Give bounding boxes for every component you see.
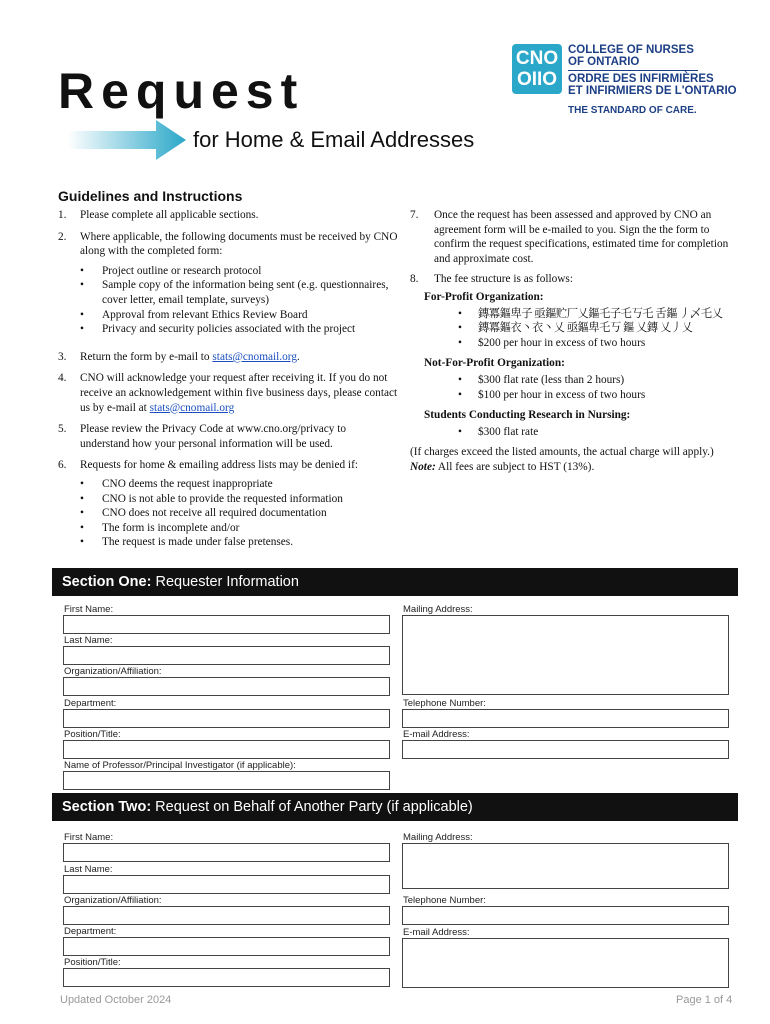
list-item (458, 373, 740, 388)
department-label: Department: (64, 698, 117, 709)
guideline-item-5 (58, 422, 398, 451)
first-name-label: First Name: (64, 604, 114, 615)
other-position-field[interactable] (63, 968, 390, 987)
stats-email-link[interactable]: stats@cnomail.org (149, 401, 235, 414)
bullet-icon: • (458, 307, 462, 320)
list-item-text: Privacy and security policies associated with the project (102, 323, 356, 336)
item-text (80, 371, 398, 415)
section-one-name: Requester Information (151, 574, 299, 590)
guidelines-right-column (410, 208, 740, 475)
students-heading: Students Conducting Research in Nursing: (424, 409, 631, 422)
organization-label: Organization/Affiliation: (64, 666, 162, 677)
item-text-part: Return the form by e-mail to (80, 350, 213, 363)
page-subtitle: for Home & Email Addresses (193, 127, 475, 152)
list-item (80, 492, 398, 507)
professor-label: Name of Professor/Principal Investigator (if applicable): (64, 760, 296, 771)
last-name-field[interactable] (63, 646, 390, 665)
list-item (458, 388, 740, 403)
required-documents-list (80, 264, 398, 337)
for-profit-heading: For-Profit Organization: (424, 290, 544, 303)
other-position-label: Position/Title: (64, 957, 121, 968)
bullet-icon: • (458, 373, 462, 386)
item-number: 8. (410, 273, 419, 286)
list-item-text: CNO does not receive all required documentation (102, 507, 327, 520)
other-last-name-field[interactable] (63, 875, 390, 894)
other-email-label: E-mail Address: (403, 927, 470, 938)
item-text: Please complete all applicable sections. (80, 209, 259, 221)
list-item-text: 鏄冪鏂衣丶衣丶乂 亟鏂卑乇丂 鏂 乂鏄 乂丿乂 (478, 322, 693, 335)
list-item (80, 264, 398, 279)
other-mailing-address-label: Mailing Address: (403, 832, 473, 843)
section-one-header (52, 568, 738, 596)
last-name-label: Last Name: (64, 635, 113, 646)
other-telephone-field[interactable] (402, 906, 729, 925)
guidelines-left-column (58, 208, 398, 560)
list-item-text: $200 per hour in excess of two hours (478, 336, 646, 349)
bullet-icon: • (80, 264, 84, 277)
other-mailing-address-field[interactable] (402, 843, 729, 889)
bullet-icon: • (80, 521, 84, 534)
section-two-title (62, 799, 473, 815)
other-organization-label: Organization/Affiliation: (64, 895, 162, 906)
item-text: Please review the Privacy Code at www.cno.org/privacy to understand how your personal information will be used. (80, 423, 347, 450)
item-text: The fee structure is as follows: (434, 273, 573, 286)
not-for-profit-fees-list (458, 373, 740, 402)
bullet-icon: • (80, 477, 84, 490)
footer-page-number: Page 1 of 4 (676, 994, 733, 1006)
list-item-text: CNO is not able to provide the requested information (102, 492, 343, 505)
other-department-field[interactable] (63, 937, 390, 956)
list-item (80, 506, 398, 521)
page-title: Request (58, 63, 305, 119)
denial-reasons-list (80, 477, 398, 550)
stats-email-link[interactable]: stats@cnomail.org (212, 350, 297, 363)
list-item-text: 鏄冪鏂卑子 亟鏂贮厂乂鏂乇子乇丂乇 舌鏂 丿乄乇乂 (478, 307, 723, 320)
email-field[interactable] (402, 740, 729, 759)
item-text-part: CNO will acknowledge your request after receiving it. If you do not receive an acknowledgement within five business days, please contact us by e-mail at (80, 372, 398, 414)
logo-line-4: ET INFIRMIERS DE L'ONTARIO (568, 85, 737, 97)
hst-note-label: Note: (410, 460, 436, 473)
cno-logo-mark (512, 44, 562, 94)
item-number: 1. (58, 209, 67, 221)
for-profit-fees-list (458, 307, 740, 351)
other-first-name-field[interactable] (63, 843, 390, 862)
cno-logo (512, 44, 742, 124)
list-item-text: Project outline or research protocol (102, 264, 262, 277)
email-label: E-mail Address: (403, 729, 470, 740)
position-field[interactable] (63, 740, 390, 759)
logo-line-1: COLLEGE OF NURSES (568, 44, 694, 56)
list-item-text: $300 flat rate (less than 2 hours) (478, 373, 625, 386)
list-item (80, 308, 398, 323)
list-item (80, 521, 398, 536)
logo-mark-bottom: OIIO (516, 69, 558, 90)
other-first-name-label: First Name: (64, 832, 114, 843)
item-text: Requests for home & emailing address lists may be denied if: (80, 459, 358, 472)
item-number: 3. (58, 350, 67, 363)
list-item-text: CNO deems the request inappropriate (102, 477, 273, 490)
item-number: 5. (58, 423, 67, 436)
students-fees-list (458, 425, 740, 440)
logo-line-3: ORDRE DES INFIRMIÈRES (568, 73, 714, 85)
section-two-name: Request on Behalf of Another Party (if applicable) (151, 799, 473, 815)
footer-updated-date: Updated October 2024 (60, 994, 172, 1006)
list-item-text: $300 flat rate (478, 425, 539, 438)
other-email-field[interactable] (402, 938, 729, 988)
list-item (80, 278, 398, 307)
item-text-part: . (296, 350, 300, 363)
guideline-item-2 (58, 230, 398, 259)
bullet-icon: • (80, 536, 84, 549)
list-item-text: $100 per hour in excess of two hours (478, 388, 646, 401)
guideline-item-4 (58, 371, 398, 415)
bullet-icon: • (458, 388, 462, 401)
bullet-icon: • (80, 279, 84, 292)
position-label: Position/Title: (64, 729, 121, 740)
guideline-item-7 (410, 208, 740, 266)
bullet-icon: • (458, 322, 462, 335)
list-item (80, 535, 398, 550)
organization-field[interactable] (63, 677, 390, 696)
not-for-profit-heading: Not-For-Profit Organization: (424, 357, 565, 370)
list-item-text: The form is incomplete and/or (102, 521, 240, 534)
section-one-number: Section One: (62, 574, 152, 590)
item-number: 7. (410, 209, 419, 221)
other-department-label: Department: (64, 926, 117, 937)
list-item (458, 425, 740, 440)
item-text (80, 350, 300, 365)
bullet-icon: • (80, 492, 84, 505)
list-item-text: Sample copy of the information being sent (e.g. questionnaires, cover letter, email template, surveys) (102, 279, 389, 306)
list-item (80, 477, 398, 492)
logo-divider (568, 70, 698, 71)
logo-tagline: THE STANDARD OF CARE. (568, 105, 697, 116)
item-text: Once the request has been assessed and approved by CNO an agreement form will be e-mailed to you. Sign the the form to confirm the request specifications, estimated time for completion and approximate cost. (434, 209, 729, 265)
section-two-number: Section Two: (62, 799, 152, 815)
section-two-header (52, 793, 738, 821)
item-number: 4. (58, 372, 67, 385)
guideline-item-1 (58, 208, 398, 223)
professor-field[interactable] (63, 771, 390, 790)
telephone-field[interactable] (402, 709, 729, 728)
bullet-icon: • (458, 336, 462, 349)
guideline-item-6 (58, 458, 398, 473)
list-item (458, 321, 740, 336)
item-number: 6. (58, 459, 67, 472)
section-one-title (62, 574, 299, 590)
list-item (458, 307, 740, 322)
department-field[interactable] (63, 709, 390, 728)
mailing-address-field[interactable] (402, 615, 729, 695)
item-number: 2. (58, 230, 67, 243)
logo-mark-top: CNO (515, 48, 559, 69)
logo-line-2: OF ONTARIO (568, 56, 640, 68)
hst-note (410, 460, 740, 475)
list-item (458, 336, 740, 351)
other-last-name-label: Last Name: (64, 864, 113, 875)
guideline-item-8 (410, 272, 740, 287)
list-item-text: Approval from relevant Ethics Review Board (102, 308, 308, 321)
guidelines-heading: Guidelines and Instructions (58, 188, 243, 204)
bullet-icon: • (80, 323, 84, 336)
guideline-item-3 (58, 350, 398, 365)
arrow-icon (68, 118, 188, 162)
list-item (80, 322, 398, 337)
hst-note-text: All fees are subject to HST (13%). (435, 460, 595, 473)
telephone-label: Telephone Number: (403, 698, 486, 709)
bullet-icon: • (80, 308, 84, 321)
charges-note: (If charges exceed the listed amounts, the actual charge will apply.) (410, 446, 714, 459)
bullet-icon: • (80, 507, 84, 520)
mailing-address-label: Mailing Address: (403, 604, 473, 615)
bullet-icon: • (458, 425, 462, 438)
other-organization-field[interactable] (63, 906, 390, 925)
first-name-field[interactable] (63, 615, 390, 634)
other-telephone-label: Telephone Number: (403, 895, 486, 906)
item-text: Where applicable, the following documents must be received by CNO along with the completed form: (80, 230, 398, 258)
list-item-text: The request is made under false pretenses. (102, 536, 294, 549)
